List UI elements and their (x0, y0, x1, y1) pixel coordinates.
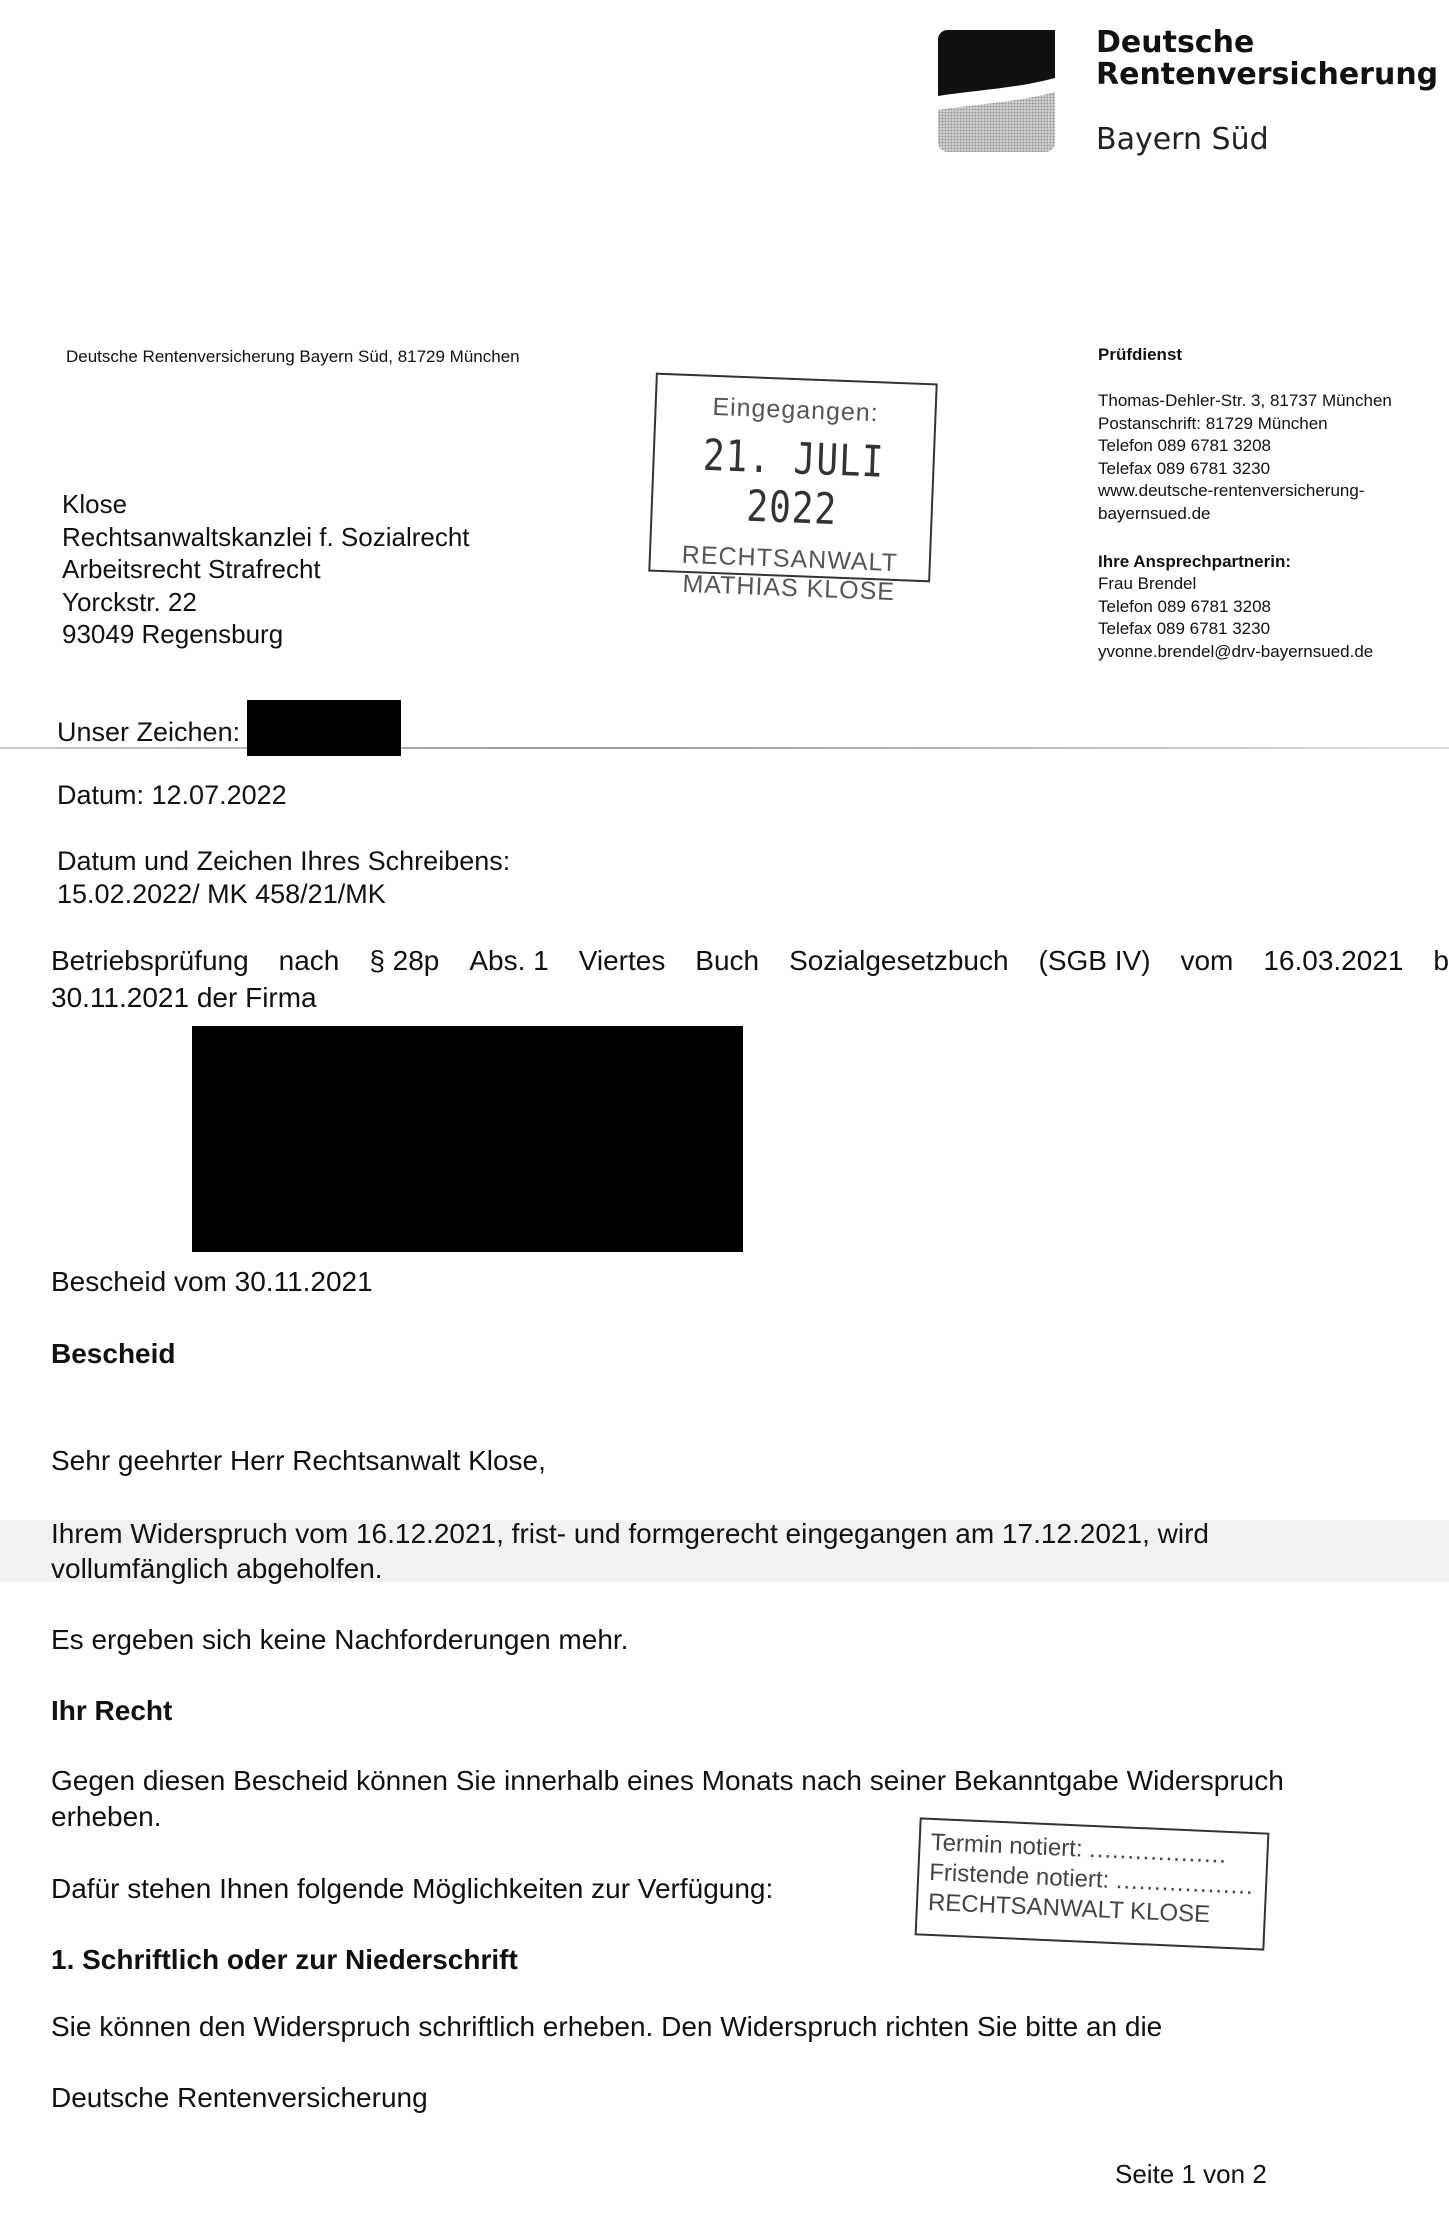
recipient-line: Klose (62, 489, 128, 519)
paragraph: Sie können den Widerspruch schriftlich erheben. Den Widerspruch richten Sie bitte an die (51, 2011, 1163, 2042)
address-line: Thomas-Dehler-Str. 3, 81737 München (1098, 391, 1392, 410)
decision-heading: Bescheid (51, 1338, 176, 1369)
subject-word: Buch (695, 945, 760, 976)
recipient-line: Rechtsanwaltskanzlei f. Sozialrecht (62, 521, 470, 552)
address-line: Postanschrift: 81729 München (1098, 413, 1328, 433)
deadline-stamp (915, 1817, 1270, 1950)
brand-name-line2: Rentenversicherung (1096, 57, 1439, 92)
received-stamp (648, 373, 937, 606)
fax-line: Telefax 089 6781 3230 (1098, 458, 1271, 478)
salutation: Sehr geehrter Herr Rechtsanwalt Klose, (51, 1445, 546, 1476)
subject-line-2: 30.11.2021 der Firma (51, 982, 317, 1013)
letter-date: Datum: 12.07.2022 (57, 780, 287, 810)
your-reference-label: Datum und Zeichen Ihres Schreibens: (57, 846, 511, 876)
subject-word: 16.03.2021 (1263, 945, 1404, 976)
subject-word: Abs. 1 (469, 945, 549, 976)
rights-heading: Ihr Recht (51, 1695, 173, 1726)
stamp-line: RECHTSANWALT (681, 540, 899, 578)
subject-word: nach (278, 945, 340, 976)
contact-block (1098, 573, 1373, 663)
paragraph-line: erheben. (51, 1801, 162, 1832)
subject-word: Betriebsprüfung (51, 945, 249, 976)
redaction-box (247, 700, 401, 756)
paragraph: Es ergeben sich keine Nachforderungen mehr. (51, 1624, 629, 1655)
stamp-line: Termin notiert: (930, 1828, 1084, 1863)
drv-logo-icon (938, 30, 1055, 152)
contact-phone: Telefon 089 6781 3208 (1098, 596, 1271, 616)
paragraph-line: vollumfänglich abgeholfen. (51, 1553, 383, 1584)
subject-word: Viertes (578, 945, 666, 976)
subject-line-1 (51, 945, 1449, 977)
website-line: bayernsued.de (1098, 503, 1211, 523)
paragraph-line: Gegen diesen Bescheid können Sie innerhalb eines Monats nach seiner Bekanntgabe Widerspruch (51, 1765, 1284, 1796)
stamp-date: 21. JULI 2022 (702, 431, 886, 535)
paragraph-line: Ihrem Widerspruch vom 16.12.2021, frist- und formgerecht eingegangen am 17.12.2021, wird (51, 1518, 1209, 1549)
your-reference-value: 15.02.2022/ MK 458/21/MK (57, 879, 386, 909)
phone-line: Telefon 089 6781 3208 (1098, 436, 1271, 455)
recipient-line: Arbeitsrecht Strafrecht (62, 554, 321, 584)
stamp-dots: .................. (1115, 1867, 1255, 1901)
paragraph: Dafür stehen Ihnen folgende Möglichkeiten zur Verfügung: (51, 1873, 774, 1904)
recipient-address (62, 488, 470, 651)
decision-date-line: Bescheid vom 30.11.2021 (51, 1266, 373, 1297)
contact-heading: Ihre Ansprechpartnerin: (1098, 552, 1292, 571)
recipient-line: Yorckstr. 22 (62, 586, 197, 617)
stamp-dots: .................. (1088, 1835, 1228, 1869)
contact-email: yvonne.brendel@drv-bayernsued.de (1098, 641, 1374, 661)
subject-word: § 28p (369, 945, 440, 976)
brand-region: Bayern Süd (1096, 122, 1269, 157)
stamp-line: MATHIAS KLOSE (682, 569, 896, 606)
our-reference-label: Unser Zeichen: (57, 717, 241, 747)
subject-word: b (1433, 945, 1449, 976)
stamp-line: Fristende notiert: (928, 1858, 1110, 1894)
paragraph: Deutsche Rentenversicherung (51, 2082, 428, 2113)
office-address-block (1098, 390, 1392, 525)
contact-fax: Telefax 089 6781 3230 (1098, 619, 1271, 638)
redaction-box (192, 1026, 743, 1252)
stamp-title: Eingegangen: (711, 392, 880, 428)
subject-word: vom (1180, 945, 1234, 976)
stamp-line: RECHTSANWALT KLOSE (927, 1888, 1211, 1929)
contact-name: Frau Brendel (1098, 574, 1197, 593)
department-heading: Prüfdienst (1098, 345, 1183, 364)
website-line: www.deutsche-rentenversicherung- (1098, 481, 1365, 500)
subject-word: (SGB IV) (1038, 945, 1151, 976)
brand-name-line1: Deutsche (1096, 25, 1255, 60)
page-number: Seite 1 von 2 (1115, 2159, 1267, 2189)
section-heading: 1. Schriftlich oder zur Niederschrift (51, 1944, 518, 1975)
recipient-line: 93049 Regensburg (62, 619, 284, 649)
subject-word: Sozialgesetzbuch (789, 945, 1009, 976)
return-address: Deutsche Rentenversicherung Bayern Süd, 81729 München (66, 347, 520, 366)
